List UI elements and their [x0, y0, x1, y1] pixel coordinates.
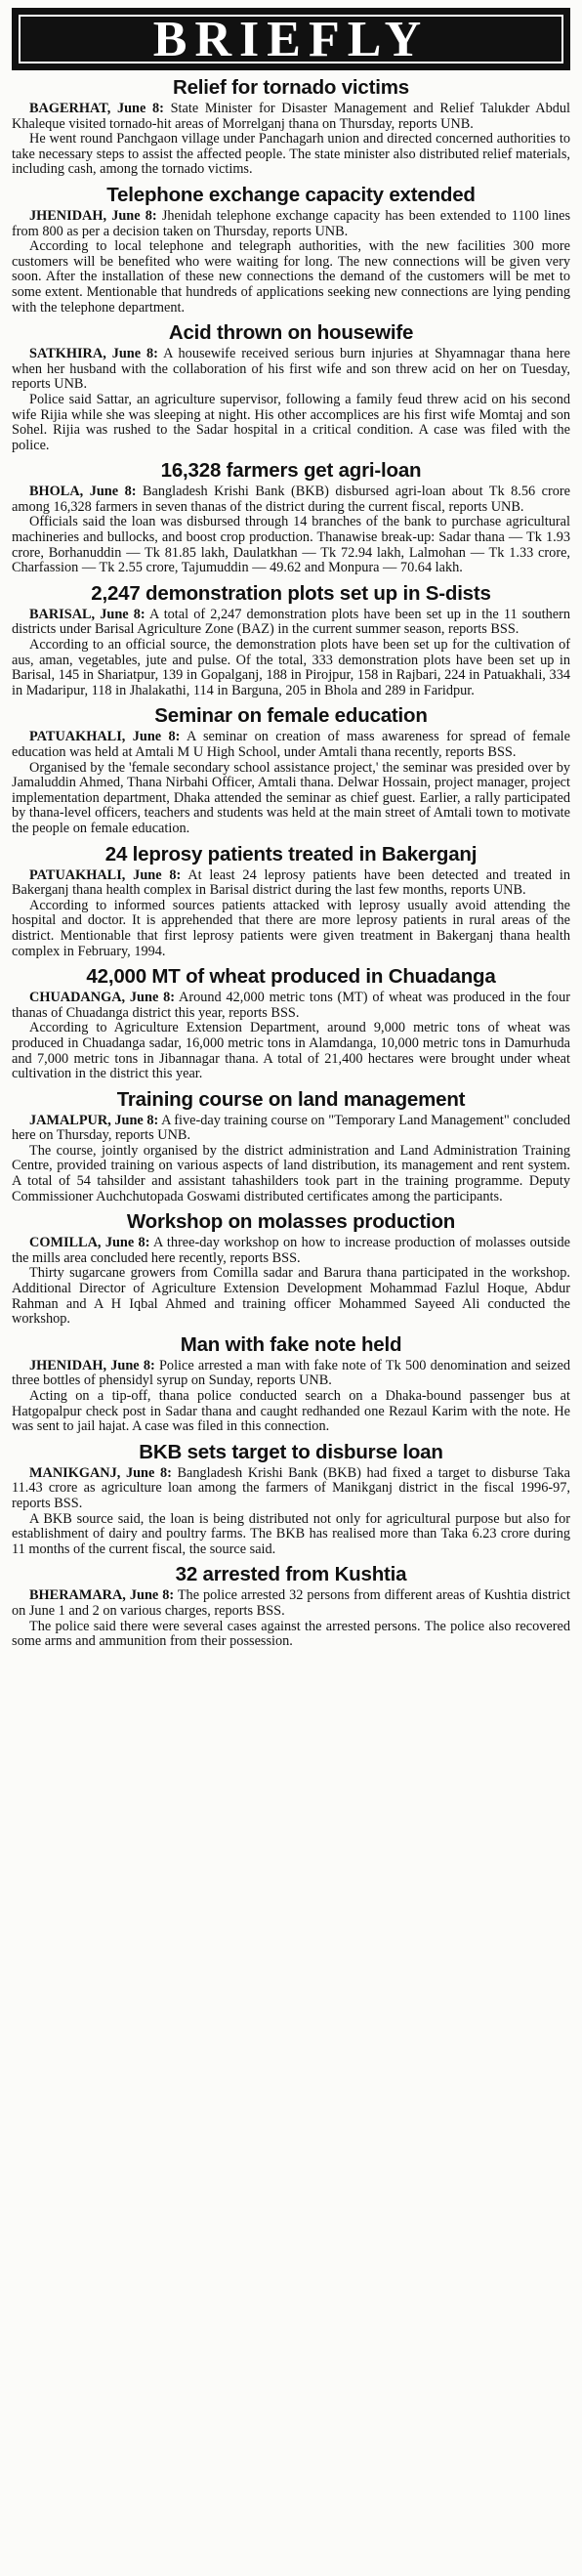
news-brief	[12, 76, 570, 178]
story-text: The police arrested 32 persons from different areas of Kushtia district on June 1 and 2 on various charges, reports BSS.	[12, 1587, 570, 1619]
story-dateline: BHERAMARA, June 8:	[29, 1587, 175, 1604]
story-dateline: PATUAKHALI, June 8:	[29, 866, 182, 883]
story-paragraph	[12, 102, 570, 132]
story-paragraph	[12, 132, 570, 178]
banner-title: BRIEFLY	[152, 11, 430, 67]
story-dateline: BARISAL, June 8:	[29, 606, 146, 622]
story-text: At least 24 leprosy patients have been detected and treated in Bakerganj thana health complex in Barisal district during the last few months, reports UNB.	[12, 866, 570, 899]
news-brief	[12, 1563, 570, 1649]
news-brief	[12, 1441, 570, 1558]
story-paragraph	[12, 868, 570, 899]
story-headline: Telephone exchange capacity extended	[106, 183, 476, 206]
story-dateline: COMILLA, June 8:	[29, 1235, 150, 1251]
story-dateline: PATUAKHALI, June 8:	[29, 729, 181, 745]
story-paragraph	[12, 1512, 570, 1558]
story-paragraph	[12, 393, 570, 453]
story-text: Officials said the loan was disbursed through 14 branches of the bank to purchase agricultural machineries and bullocks, and boost crop production. Thanawise break-up: Sadar thana — Tk 1.93 crore, Borhanuddin — Tk 81.85 lakh, Daulatkhan — Tk 72.94 lakh, Lalmohan — Tk 1.33 crore, Charfassion — Tk 2.55 crore, Tajumuddin — 49.62 and Monpura — 70.64 lakh.	[12, 514, 570, 576]
story-paragraph	[12, 347, 570, 393]
story-headline: Training course on land management	[116, 1087, 466, 1111]
story-text: Jhenidah telephone exchange capacity has been extended to 1100 lines from 800 as per a decision taken on Thursday, reports UNB.	[12, 207, 571, 239]
story-text: He went round Panchgaon village under Panchagarh union and directed concerned authorities to take necessary steps to assist the affected people. The state minister also distributed relief materials, including cash, among the tornado victims.	[12, 131, 570, 178]
story-paragraph	[12, 638, 570, 698]
story-paragraph	[12, 1114, 570, 1144]
section-banner	[12, 8, 570, 70]
story-dateline: BHOLA, June 8:	[29, 484, 137, 500]
news-brief	[12, 184, 570, 316]
story-text: A total of 2,247 demonstration plots have been set up in the 11 southern districts under Barisal Agriculture Zone (BAZ) in the current summer season, reports BSS.	[12, 606, 570, 638]
news-brief	[12, 843, 570, 960]
story-paragraph	[12, 899, 570, 959]
story-paragraph	[12, 239, 570, 316]
story-dateline: BAGERHAT, June 8:	[29, 101, 164, 116]
story-text: Police arrested a man with fake note of Tk 500 denomination and seized three bottles of phensidyl syrup on Sunday, reports UNB.	[12, 1357, 570, 1389]
story-text: Organised by the 'female secondary school assistance project,' the seminar was presided over by Jamaluddin Ahmed, Thana Nirbahi Officer, Amtali thana. Delwar Hossain, project manager, project implementation department, Dhaka attended the seminar as chief guest. Earlier, a rally participated by thana-level officers, teachers and students was held at the main street of Amtali town to motivate the people on female education.	[12, 759, 570, 836]
story-paragraph	[12, 485, 570, 515]
story-text: A three-day workshop on how to increase production of molasses outside the mills area concluded here recently, reports BSS.	[12, 1235, 570, 1266]
story-dateline: JHENIDAH, June 8:	[29, 207, 157, 224]
story-text: According to an official source, the demonstration plots have been set up for the cultivation of aus, aman, vegetables, jute and pulse. Of the total, 333 demonstration plots have been set up in Barisal, 145 in Shariatpur, 139 in Gopalganj, 188 in Pirojpur, 158 in Rajbari, 224 in Patuakhali, 334 in Madaripur, 118 in Jhalakathi, 114 in Barguna, 205 in Bhola and 289 in Faridpur.	[12, 637, 570, 698]
story-paragraph	[12, 1236, 570, 1266]
story-text: Around 42,000 metric tons (MT) of wheat was produced in the four thanas of Chuadanga district this year, reports BSS.	[12, 990, 570, 1021]
news-brief	[12, 582, 570, 699]
story-text: According to informed sources patients attacked with leprosy usually avoid attending the hospital and doctor. It is apprehended that there are more leprosy patients in rural areas of the district. Mentionable that first leprosy patients were given treatment in Bakerganj thana health complex in February, 1994.	[12, 897, 570, 959]
story-text: Police said Sattar, an agriculture supervisor, following a family feud threw acid on his second wife Rijia while she was sleeping at night. His other accomplices are his first wife Momtaj and son Sohel. Rijia was rushed to the Sadar hospital in a critical condition. A case was filed with the police.	[12, 391, 570, 453]
story-headline: Acid thrown on housewife	[168, 321, 414, 345]
news-brief	[12, 1333, 570, 1435]
story-paragraph	[12, 515, 570, 575]
story-headline: 42,000 MT of wheat produced in Chuadanga	[86, 965, 496, 989]
story-text: Thirty sugarcane growers from Comilla sadar and Barura thana participated in the workshop. Additional Director of Agriculture Extension Development Mohammad Fazlul Hoque, Abdur Rahman and A H Iqbal Ahmed and training officer Mohammed Sayeed Ali conducted the workshop.	[12, 1265, 570, 1328]
story-text: A seminar on creation of mass awareness for spread of female education was held at Amtali M U High School, under Amtali thana recently, reports BSS.	[12, 729, 570, 760]
story-dateline: JHENIDAH, June 8:	[29, 1357, 155, 1373]
story-paragraph	[12, 1389, 570, 1435]
stories-list	[12, 76, 570, 1650]
story-paragraph	[12, 1466, 570, 1512]
story-headline: Workshop on molasses production	[126, 1210, 456, 1234]
story-paragraph	[12, 1620, 570, 1650]
story-text: The police said there were several cases against the arrested persons. The police also recovered some arms and ammunition from their possession.	[12, 1618, 570, 1650]
story-headline: 16,328 farmers get agri-loan	[160, 459, 422, 483]
story-text: The course, jointly organised by the district administration and Land Administration Training Centre, provided training on various aspects of land distribution, its management and rent system. A total of 54 tahsilder and assistant tahashilders took part in the training programme. Deputy Commissioner Auchchutopada Goswami distributed certificates among the participants.	[12, 1142, 570, 1204]
story-text: Bangladesh Krishi Bank (BKB) had fixed a target to disburse Taka 11.43 crore as agriculture loan among the farmers of Manikganj district in the fiscal 1996-97, reports BSS.	[12, 1464, 570, 1511]
story-headline: 32 arrested from Kushtia	[175, 1563, 407, 1586]
story-text: According to local telephone and telegraph authorities, with the new facilities 300 more customers will be benefited who were waiting for long. The new connections will be given very soon. After the installation of these new connections the demand of the customers will be met to some extent. Mentionable that hundreds of applications seeking new connections are lying pending with the telephone department.	[12, 238, 570, 316]
story-headline: BKB sets target to disburse loan	[139, 1440, 443, 1463]
story-text: According to Agriculture Extension Department, around 9,000 metric tons of wheat was produced in Chuadanga sadar, 16,000 metric tons in Alamdanga, 10,000 metric tons in Damurhuda and 7,000 metric tons in Jibannagar thana. A total of 21,400 hectares were brought under wheat cultivation in the district this year.	[12, 1020, 570, 1082]
news-brief	[12, 321, 570, 453]
story-paragraph	[12, 1588, 570, 1619]
story-paragraph	[12, 761, 570, 837]
news-brief	[12, 965, 570, 1082]
news-brief	[12, 459, 570, 576]
story-paragraph	[12, 1266, 570, 1327]
story-text: State Minister for Disaster Management and Relief Talukder Abdul Khaleque visited tornado-hit areas of Morrelganj thana on Thursday, reports UNB.	[12, 101, 570, 132]
story-paragraph	[12, 1021, 570, 1081]
story-paragraph	[12, 730, 570, 760]
story-text: Acting on a tip-off, thana police conducted search on a Dhaka-bound passenger bus at Hatgopalpur check post in Sadar thana and caught redhanded one Rezaul Karim with the note. He was sent to jail hajat. A case was filed in this connection.	[12, 1388, 570, 1435]
news-brief	[12, 1210, 570, 1328]
story-headline: 24 leprosy patients treated in Bakerganj	[104, 842, 478, 866]
story-headline: 2,247 demonstration plots set up in S-dists	[91, 581, 491, 605]
news-brief	[12, 1088, 570, 1205]
story-paragraph	[12, 1144, 570, 1204]
news-brief	[12, 704, 570, 836]
story-paragraph	[12, 1359, 570, 1389]
story-text: A housewife received serious burn injuries at Shyamnagar thana here when her husband with the collaboration of his first wife and son threw acid on her on Tuesday, reports UNB.	[12, 346, 571, 393]
story-text: Bangladesh Krishi Bank (BKB) disbursed agri-loan about Tk 8.56 crore among 16,328 farmers in seven thanas of the district during the current fiscal, reports UNB.	[12, 484, 570, 515]
story-text: A BKB source said, the loan is being distributed not only for agricultural purpose but also for establishment of dairy and poultry farms. The BKB has realised more than Taka 6.23 crore during 11 months of the current fiscal, the source said.	[12, 1510, 570, 1557]
story-dateline: MANIKGANJ, June 8:	[29, 1464, 172, 1481]
story-paragraph	[12, 209, 570, 239]
story-paragraph	[12, 991, 570, 1021]
story-text: A five-day training course on "Temporary Land Management" concluded here on Thursday, reports UNB.	[12, 1112, 570, 1144]
story-headline: Man with fake note held	[180, 1332, 402, 1356]
story-dateline: CHUADANGA, June 8:	[29, 990, 175, 1006]
story-dateline: JAMALPUR, June 8:	[29, 1112, 159, 1128]
story-headline: Relief for tornado victims	[173, 76, 409, 99]
story-paragraph	[12, 608, 570, 638]
story-dateline: SATKHIRA, June 8:	[29, 346, 158, 362]
story-headline: Seminar on female education	[154, 704, 428, 728]
